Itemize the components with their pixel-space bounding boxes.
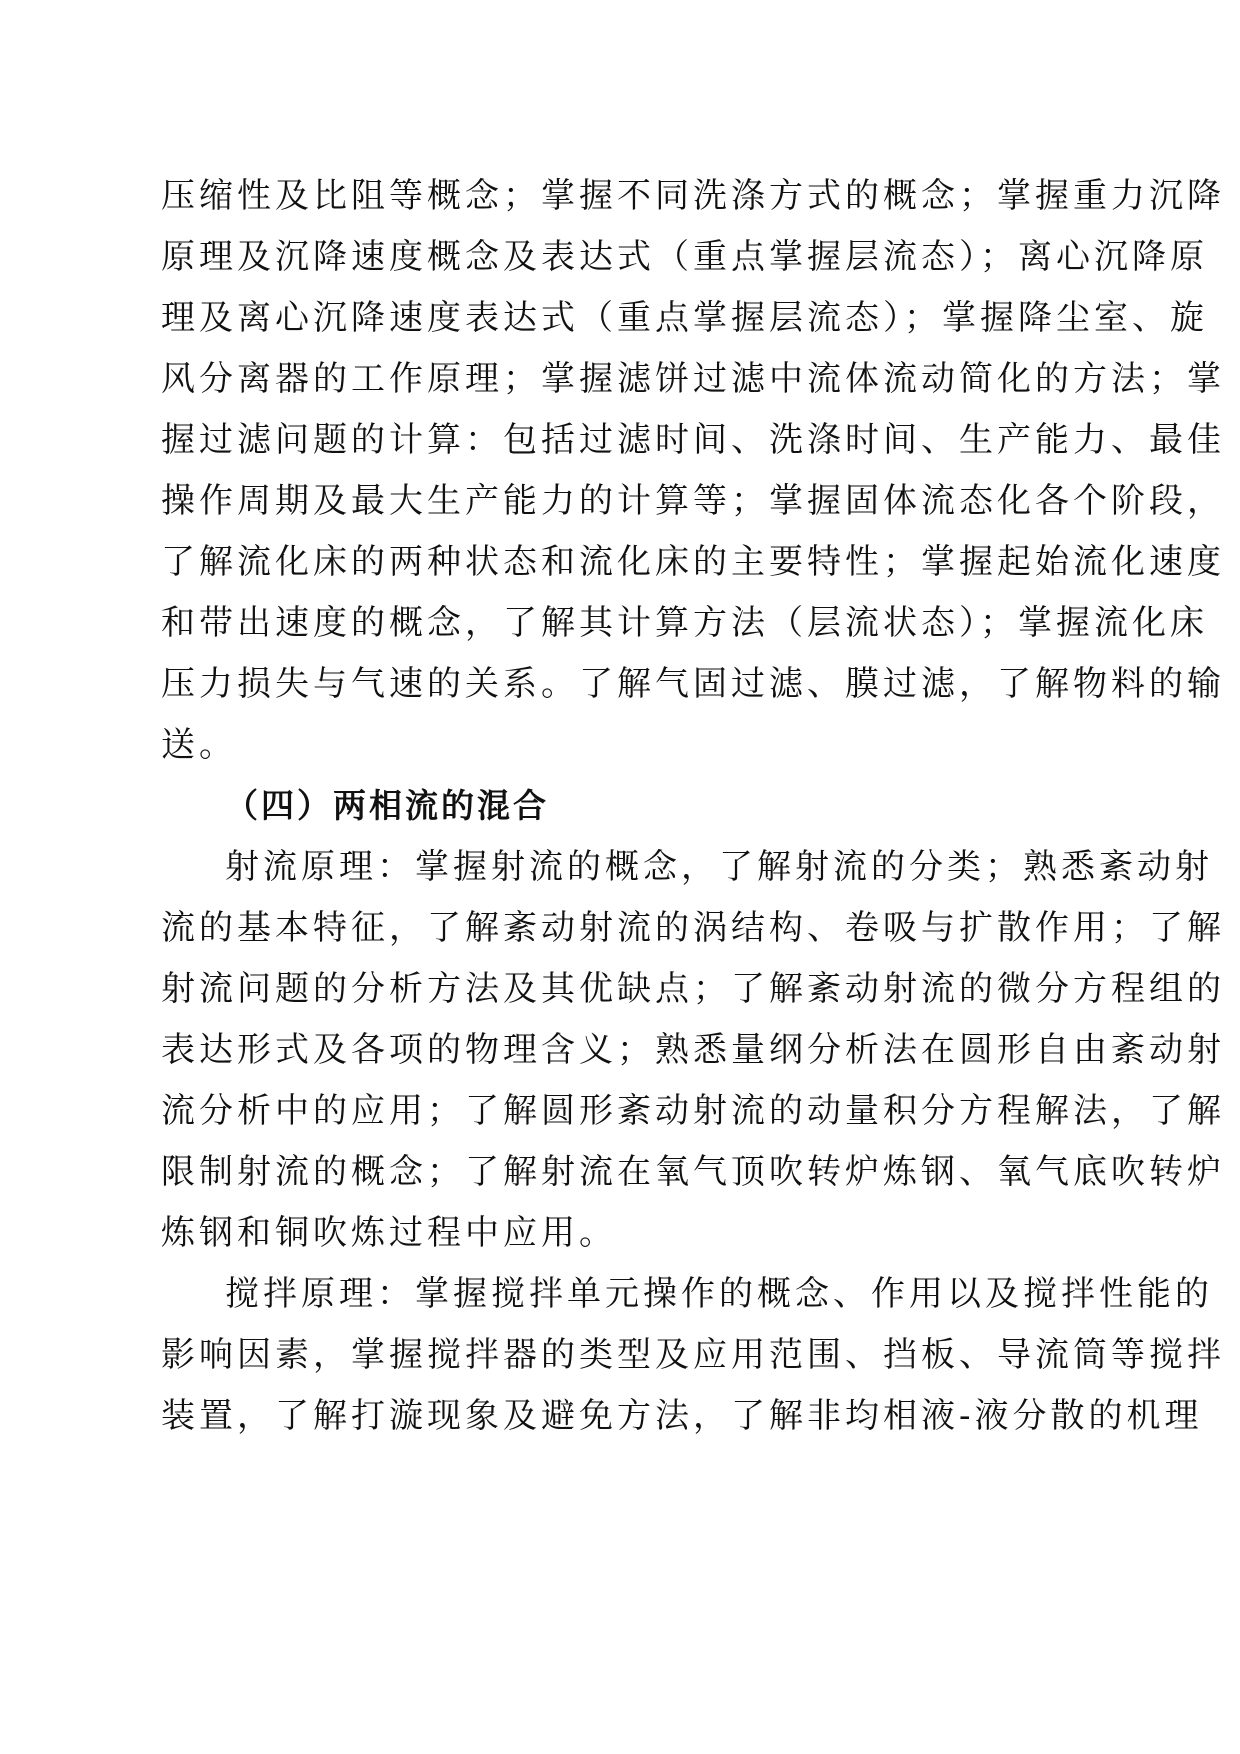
text-line: 流的基本特征，了解紊动射流的涡结构、卷吸与扩散作用；了解 [161, 908, 1225, 948]
text-line: 压力损失与气速的关系。了解气固过滤、膜过滤，了解物料的输 [161, 664, 1225, 704]
text-line: 限制射流的概念；了解射流在氧气顶吹转炉炼钢、氧气底吹转炉 [161, 1152, 1225, 1192]
text-line: 炼钢和铜吹炼过程中应用。 [161, 1213, 617, 1253]
text-line: 射流问题的分析方法及其优缺点；了解紊动射流的微分方程组的 [161, 969, 1225, 1009]
text-line: 影响因素，掌握搅拌器的类型及应用范围、挡板、导流筒等搅拌 [161, 1335, 1225, 1375]
text-line: 风分离器的工作原理；掌握滤饼过滤中流体流动简化的方法；掌 [161, 359, 1225, 399]
text-line: 和带出速度的概念，了解其计算方法（层流状态）；掌握流化床 [161, 603, 1208, 643]
text-line: 装置，了解打漩现象及避免方法，了解非均相液-液分散的机理 [161, 1396, 1203, 1436]
text-line: 理及离心沉降速度表达式（重点掌握层流态）；掌握降尘室、旋 [161, 298, 1208, 338]
section-heading: （四）两相流的混合 [225, 786, 549, 825]
text-line: 压缩性及比阻等概念；掌握不同洗涤方式的概念；掌握重力沉降 [161, 176, 1225, 216]
text-line: 送。 [161, 725, 237, 765]
text-line: 表达形式及各项的物理含义；熟悉量纲分析法在圆形自由紊动射 [161, 1030, 1225, 1070]
text-line: 搅拌原理：掌握搅拌单元操作的概念、作用以及搅拌性能的 [225, 1274, 1213, 1314]
text-line: 了解流化床的两种状态和流化床的主要特性；掌握起始流化速度 [161, 542, 1225, 582]
text-line: 操作周期及最大生产能力的计算等；掌握固体流态化各个阶段， [161, 481, 1225, 521]
text-line: 原理及沉降速度概念及表达式（重点掌握层流态）；离心沉降原 [161, 237, 1208, 277]
text-line: 握过滤问题的计算：包括过滤时间、洗涤时间、生产能力、最佳 [161, 420, 1225, 460]
text-line: 射流原理：掌握射流的概念，了解射流的分类；熟悉紊动射 [225, 847, 1213, 887]
text-line: 流分析中的应用；了解圆形紊动射流的动量积分方程解法，了解 [161, 1091, 1225, 1131]
